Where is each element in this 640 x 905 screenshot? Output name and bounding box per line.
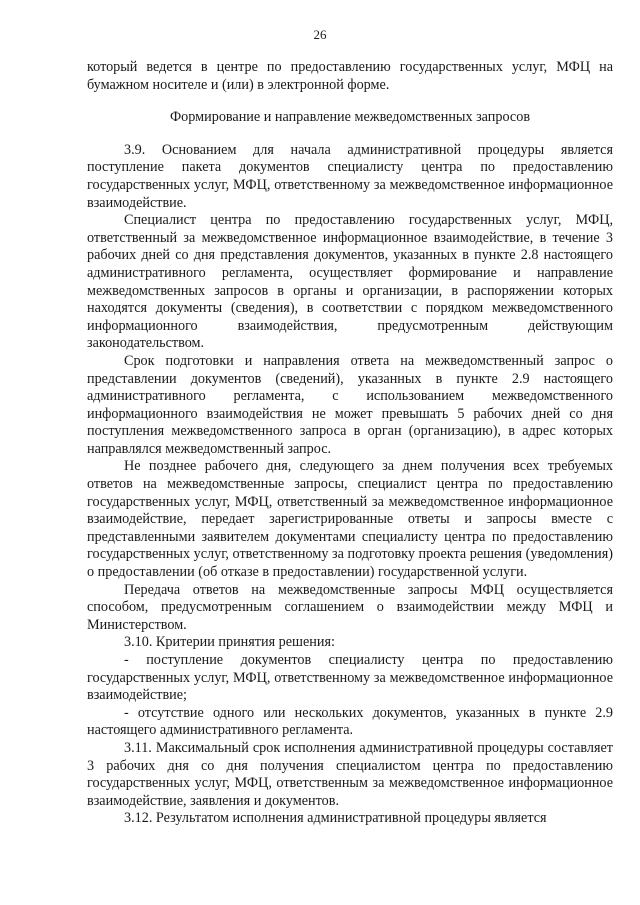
page-number: 26 <box>313 27 327 42</box>
paragraph-3-12: 3.12. Результатом исполнения административной процедуры является <box>124 810 547 827</box>
paragraph-continuation: который ведется в центре по предоставлению государственных услуг, МФЦ на бумажном носителе и (или) в электронной форме. <box>87 59 613 93</box>
document-body <box>87 59 613 828</box>
paragraph-transfer: Не позднее рабочего дня, следующего за днем получения всех требуемых ответов на межведомственные запросы, специалист центра по предоставлению государственных услуг, МФЦ, ответственный за межведомственное информационное взаимодействие, передает зарегистрированные ответы и запросы вместе с представленными заявителем документами специалисту центра по предоставлению государственных услуг, ответственному за подготовку проекта решения (уведомления) о предоставлении (об отказе в предоставлении) государственной услуги. <box>87 458 613 581</box>
paragraph-specialist: Специалист центра по предоставлению государственных услуг, МФЦ, ответственный за межведомственное информационное взаимодействие, в течение 3 рабочих дней со дня представления документов, указанных в пункте 2.8 настоящего административного регламента, осуществляет формирование и направление межведомственных запросов в органы и организации, в распоряжении которых находятся документы (сведения), в соответствии с порядком межведомственного информационного взаимодействия, предусмотренным действующим законодательством. <box>87 212 613 352</box>
paragraph-3-11: 3.11. Максимальный срок исполнения административной процедуры составляет 3 рабочих дня со дня получения специалистом центра по предоставлению государственных услуг, МФЦ, ответственным за межведомственное информационное взаимодействие, заявления и документов. <box>87 739 613 809</box>
paragraph-3-10: 3.10. Критерии принятия решения: <box>124 634 335 651</box>
criteria-item-1: - поступление документов специалисту центра по предоставлению государственных услуг, МФЦ, ответственному за межведомственное информационное взаимодействие; <box>87 652 613 704</box>
section-heading: Формирование и направление межведомственных запросов <box>169 109 531 126</box>
paragraph-deadline: Срок подготовки и направления ответа на межведомственный запрос о представлении документов (сведений), указанных в пункте 2.9 настоящего административного регламента, с использованием межведомственного информационного взаимодействия не может превышать 5 рабочих дней со дня поступления межведомственного запроса в орган (организацию), в адрес которых направлялся межведомственный запрос. <box>87 352 613 457</box>
criteria-item-2: - отсутствие одного или нескольких документов, указанных в пункте 2.9 настоящего административного регламента. <box>87 704 613 739</box>
paragraph-3-9: 3.9. Основанием для начала административной процедуры является поступление пакета документов специалисту центра по предоставлению государственных услуг, МФЦ, ответственному за межведомственное информационное взаимодействие. <box>87 141 613 211</box>
paragraph-mfc-answers: Передача ответов на межведомственные запросы МФЦ осуществляется способом, предусмотренным соглашением о взаимодействии между МФЦ и Министерством. <box>87 581 613 633</box>
